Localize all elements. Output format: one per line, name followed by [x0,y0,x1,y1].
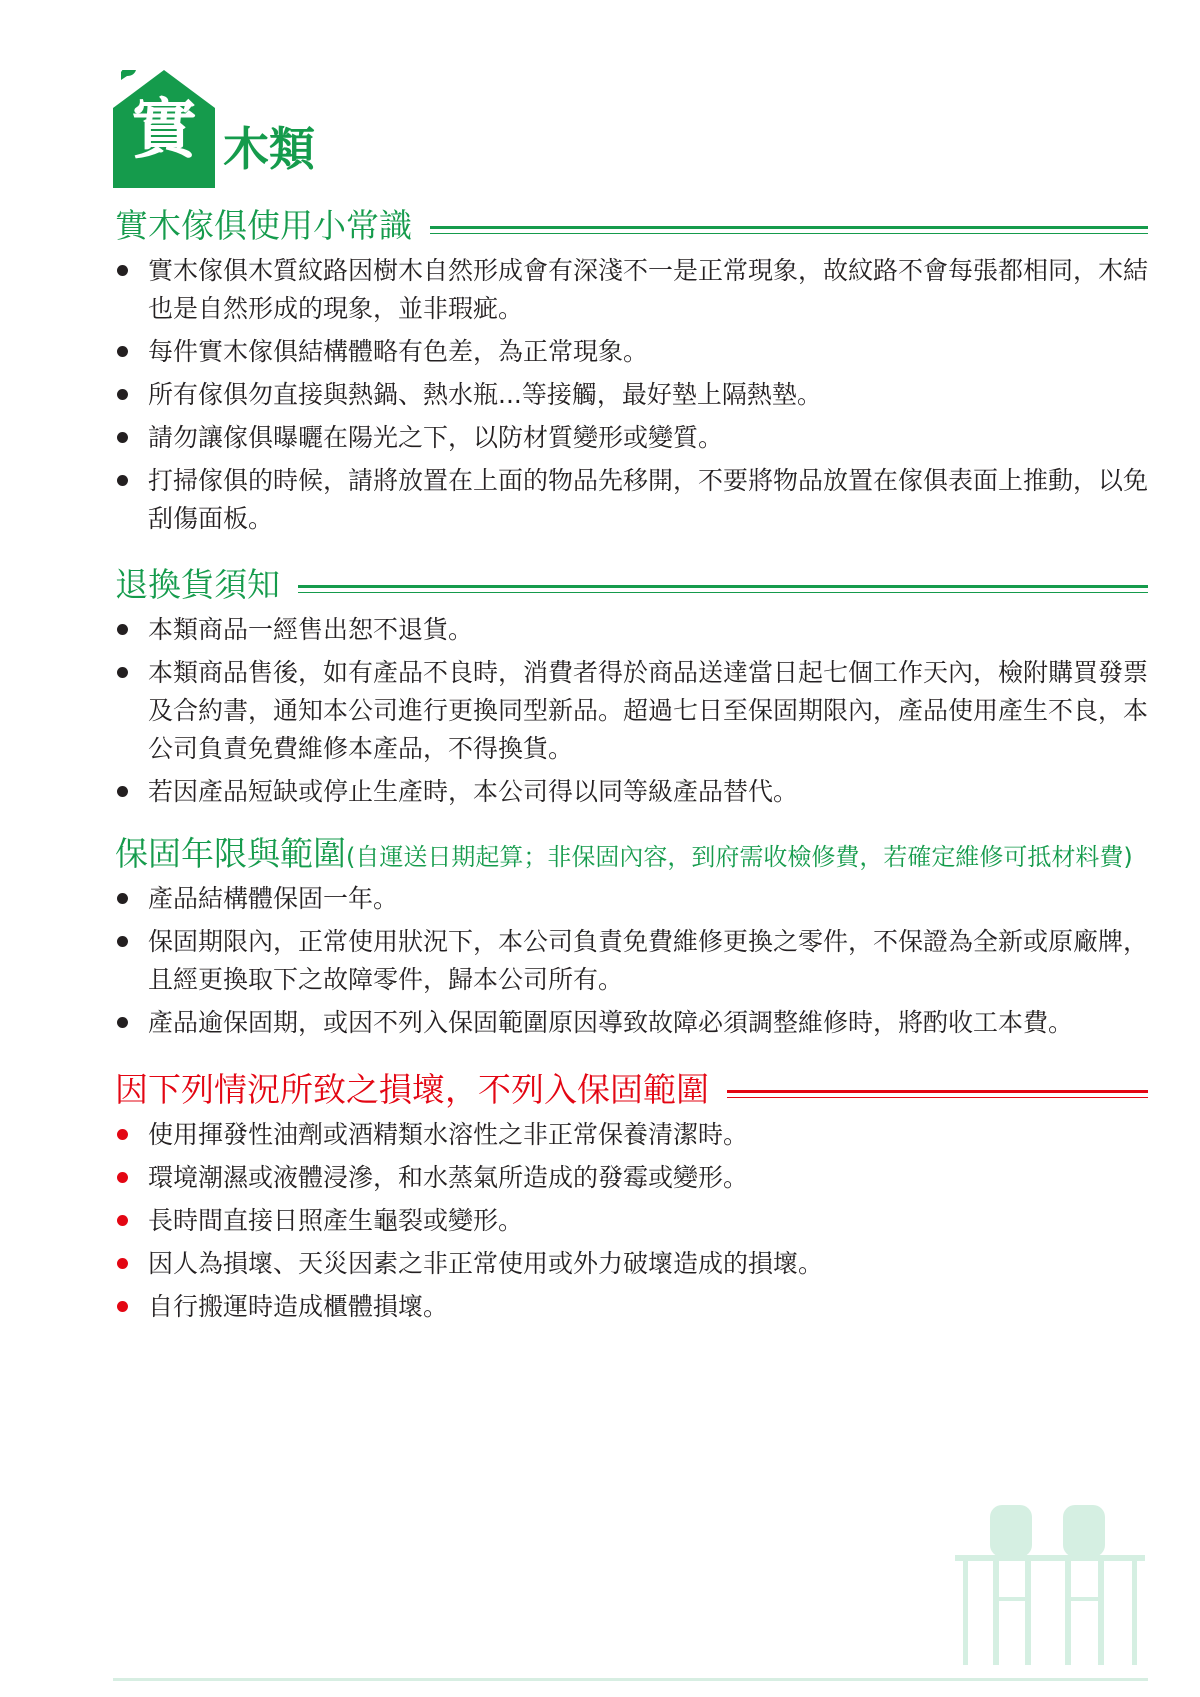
category-title: 木類 [223,122,315,176]
bullet-icon [117,1258,128,1269]
list-item: 本類商品售後，如有產品不良時，消費者得於商品送達當日起七個工作天內，檢附購買發票及合約書，通知本公司進行更換同型新品。超過七日至保固期限內，產品使用產生不良，本公司負責免費維修本產品，不得換貨。 [115,654,1148,768]
section-title: 退換貨須知 [115,565,298,605]
tips-list [115,252,1148,538]
list-item: 產品逾保固期，或因不列入保固範圍原因導致故障必須調整維修時，將酌收工本費。 [115,1004,1148,1042]
bullet-icon [117,389,128,400]
section-title: 實木傢俱使用小常識 [115,206,430,246]
heading-rule [715,1090,1148,1098]
chairs-icon [955,1505,1145,1665]
list-item: 使用揮發性油劑或酒精類水溶性之非正常保養清潔時。 [115,1116,1148,1154]
bullet-icon [117,1215,128,1226]
heading-rule [295,585,1148,593]
warranty-list [115,880,1148,1042]
section-exclusions [115,1070,1148,1331]
list-item: 若因產品短缺或停止生產時，本公司得以同等級產品替代。 [115,773,1148,811]
list-item: 因人為損壞、天災因素之非正常使用或外力破壞造成的損壞。 [115,1245,1148,1283]
list-item: 環境潮濕或液體浸滲，和水蒸氣所造成的發霉或變形。 [115,1159,1148,1197]
bullet-icon [117,346,128,357]
bullet-icon [117,1129,128,1140]
list-item: 產品結構體保固一年。 [115,880,1148,918]
bullet-icon [117,667,128,678]
section-title: 因下列情況所致之損壞，不列入保固範圍 [115,1070,727,1110]
logo-character: 實 [131,91,197,168]
list-item: 長時間直接日照產生龜裂或變形。 [115,1202,1148,1240]
bullet-icon [117,893,128,904]
list-item: 每件實木傢俱結構體略有色差，為正常現象。 [115,333,1148,371]
section-return-policy [115,565,1148,816]
bullet-icon [117,1172,128,1183]
list-item: 實木傢俱木質紋路因樹木自然形成會有深淺不一是正常現象，故紋路不會每張都相同，木結也是自然形成的現象，並非瑕疵。 [115,252,1148,328]
bullet-icon [117,786,128,797]
list-item: 所有傢俱勿直接與熱鍋、熱水瓶...等接觸，最好墊上隔熱墊。 [115,376,1148,414]
section-heading [115,206,1148,246]
section-warranty [115,834,1148,1047]
section-heading [115,1070,1148,1110]
warranty-note: (自運送日期起算；非保固內容，到府需收檢修費，若確定維修可抵材料費) [346,843,1133,871]
bullet-icon [117,475,128,486]
bullet-icon [117,936,128,947]
category-logo [113,70,323,190]
list-item: 打掃傢俱的時候，請將放置在上面的物品先移開，不要將物品放置在傢俱表面上推動，以免刮傷面板。 [115,462,1148,538]
section-title: 保固年限與範圍(自運送日期起算；非保固內容，到府需收檢修費，若確定維修可抵材料費) [115,834,1133,877]
return-list [115,611,1148,811]
section-heading [115,565,1148,605]
bullet-icon [117,432,128,443]
section-usage-tips [115,206,1148,543]
footer-divider [113,1678,1148,1681]
bullet-icon [117,624,128,635]
list-item: 自行搬運時造成櫃體損壞。 [115,1288,1148,1326]
exclusions-list [115,1116,1148,1326]
bullet-icon [117,265,128,276]
heading-rule [395,226,1148,234]
list-item: 本類商品一經售出恕不退貨。 [115,611,1148,649]
list-item: 保固期限內，正常使用狀況下，本公司負責免費維修更換之零件，不保證為全新或原廠牌，且經更換取下之故障零件，歸本公司所有。 [115,923,1148,999]
section-heading [115,834,1148,874]
bullet-icon [117,1017,128,1028]
list-item: 請勿讓傢俱曝曬在陽光之下，以防材質變形或變質。 [115,419,1148,457]
bullet-icon [117,1301,128,1312]
